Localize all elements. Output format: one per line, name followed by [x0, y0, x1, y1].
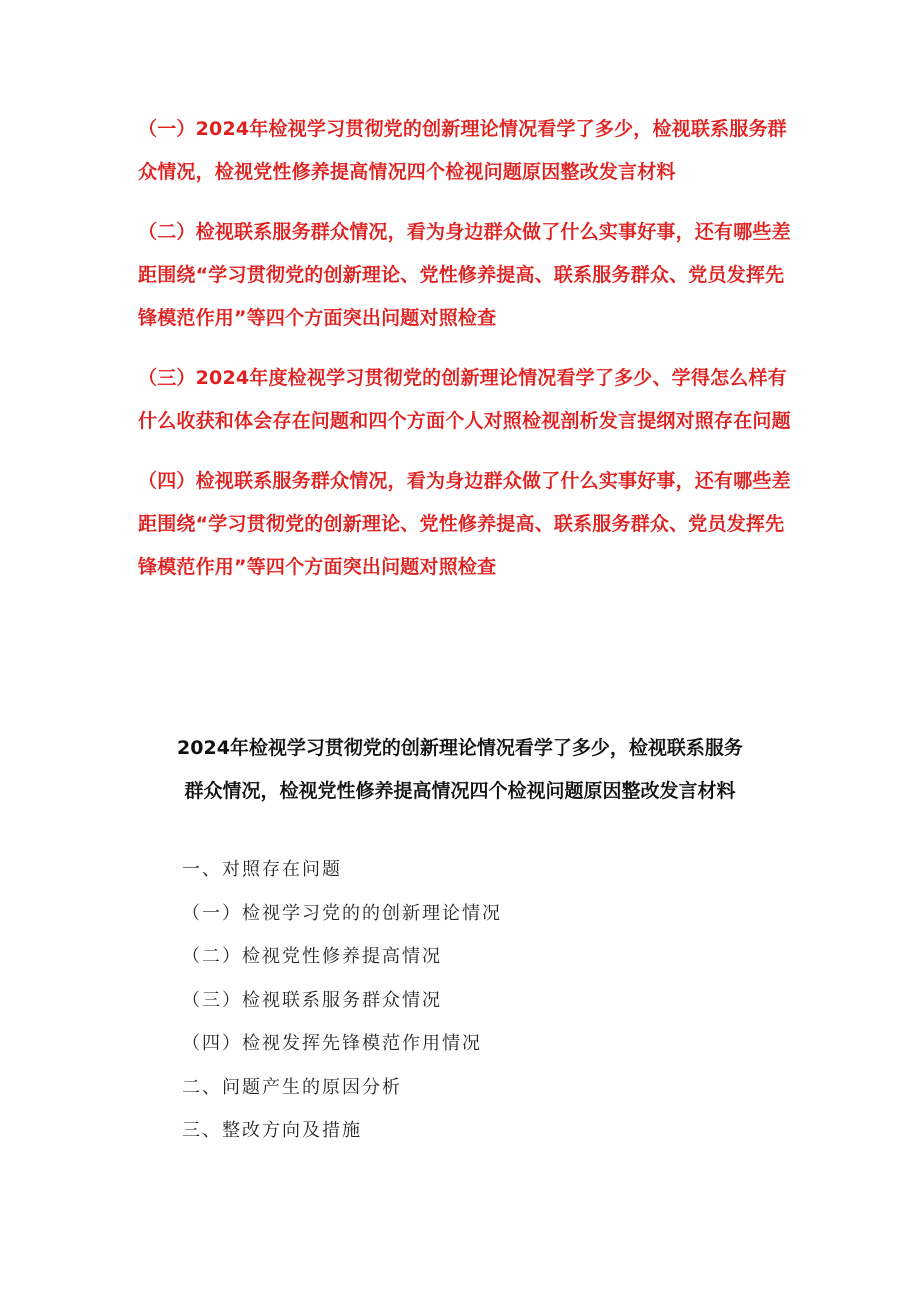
outline-item: 三、整改方向及措施: [182, 1120, 362, 1141]
outline-item: （一）检视学习党的的创新理论情况: [182, 902, 502, 924]
related-article-4[interactable]: （四）检视联系服务群众情况，看为身边群众做了什么实事好事，还有哪些差距围绕“学习贯彻党的创新理论、党性修养提高、联系服务群众、党员发挥先锋模范作用”等四个方面突出问题对照检查: [138, 470, 791, 578]
document-title-line-1: 2024年检视学习贯彻党的创新理论情况看学了多少，检视联系服务: [177, 737, 743, 759]
document-title: [160, 727, 760, 813]
related-article-2[interactable]: （二）检视联系服务群众情况，看为身边群众做了什么实事好事，还有哪些差距围绕“学习贯彻党的创新理论、党性修养提高、联系服务群众、党员发挥先锋模范作用”等四个方面突出问题对照检查: [138, 221, 791, 329]
related-article-3[interactable]: （三）2024年度检视学习贯彻党的创新理论情况看学了多少、学得怎么样有什么收获和体会存在问题和四个方面个人对照检视剖析发言提纲对照存在问题: [138, 367, 791, 432]
outline-item: （四）检视发挥先锋模范作用情况: [182, 1033, 482, 1054]
outline-item: （二）检视党性修养提高情况: [182, 946, 442, 967]
outline-item: 二、问题产生的原因分析: [182, 1076, 402, 1098]
outline-item: 一、对照存在问题: [182, 859, 342, 880]
outline-item: （三）检视联系服务群众情况: [182, 989, 442, 1011]
related-article-1[interactable]: （一）2024年检视学习贯彻党的创新理论情况看学了多少，检视联系服务群众情况，检视党性修养提高情况四个检视问题原因整改发言材料: [138, 118, 787, 183]
document-title-line-2: 群众情况，检视党性修养提高情况四个检视问题原因整改发言材料: [184, 780, 736, 802]
document-outline: [182, 848, 782, 1153]
related-articles-list: [138, 108, 798, 606]
